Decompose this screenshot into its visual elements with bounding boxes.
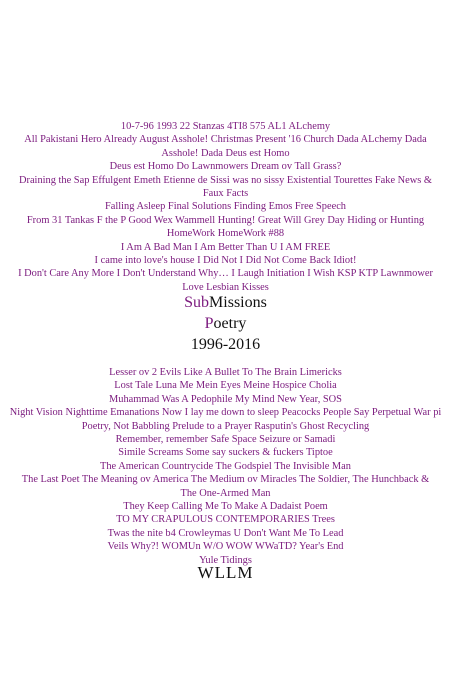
- poem-title-line: Deus est Homo Do Lawnmowers Dream ov Tall Grass?: [109, 161, 342, 173]
- poem-title-line: Remember, remember Safe Space Seizure or Samadi: [115, 434, 336, 446]
- poem-title-line: Simile Screams Some say suckers & fuckers Tiptoe: [118, 447, 333, 459]
- poem-title-line: Veils Why?! WOMUn W/O WOW WWaTD? Year's End: [107, 541, 344, 553]
- bottom-poem-list: [0, 366, 451, 567]
- poem-title-line: TO MY CRAPULOUS CONTEMPORARIES Trees: [116, 514, 335, 526]
- book-title-years: 1996-2016: [190, 336, 261, 353]
- poem-title-line: Lost Tale Luna Me Mein Eyes Meine Hospice Cholia: [114, 380, 337, 392]
- poem-title-line: They Keep Calling Me To Make A Dadaist Poem: [123, 501, 328, 513]
- poem-title-line: Draining the Sap Effulgent Emeth Etienne de Sissi was no sissy Existential Tourettes Fake News & Faux Facts: [18, 174, 432, 200]
- book-title-line-1: [0, 292, 451, 313]
- book-title-missions: Missions: [209, 294, 267, 311]
- poem-title-line: Poetry, Not Babbling Prelude to a Prayer Rasputin's Ghost Recycling: [81, 420, 370, 432]
- poem-title-line: 10-7-96 1993 22 Stanzas 4TI8 575 AL1 ALchemy: [120, 121, 331, 132]
- poem-title-line: Yule Tidings: [199, 554, 252, 566]
- poem-title-line: I came into love's house I Did Not I Did Not Come Back Idiot!: [94, 255, 357, 267]
- poem-title-line: I Don't Care Any More I Don't Understand Why… I Laugh Initiation I Wish KSP KTP Lawnmower Love Lesbian Kisses: [18, 268, 433, 293]
- book-title-p: P: [204, 315, 214, 332]
- poem-title-line: The American Countrycide The Godspiel The Invisible Man: [100, 460, 351, 472]
- book-title: [0, 292, 451, 355]
- poem-title-line: Twas the nite b4 Crowleymas U Don't Want Me To Lead: [107, 527, 344, 539]
- poem-title-line: I Am A Bad Man I Am Better Than U I AM FREE: [120, 241, 331, 253]
- poem-title-line: From 31 Tankas F the P Good Wex Wammell Hunting! Great Will Grey Day Hiding or Hunting HomeWork HomeWork #88: [26, 214, 425, 240]
- poem-title-line: Muhammad Was A Pedophile My Mind New Year, SOS: [109, 393, 342, 405]
- poem-title-line: Night Vision Nighttime Emanations Now I lay me down to sleep Peacocks People Say Perpetual War pi: [9, 407, 442, 419]
- book-title-line-2: [0, 313, 451, 334]
- poem-title-line: Falling Asleep Final Solutions Finding Emos Free Speech: [105, 201, 346, 213]
- author-name: WLLM: [197, 563, 254, 582]
- poem-title-line: Lesser ov 2 Evils Like A Bullet To The Brain Limericks: [109, 367, 342, 378]
- top-poem-list: [0, 120, 451, 294]
- poem-title-line: All Pakistani Hero Already August Asshole! Christmas Present '16 Church Dada ALchemy Dada Asshole! Dada Deus est Homo: [24, 134, 427, 159]
- book-title-oetry: oetry: [213, 315, 247, 332]
- book-title-sub: Sub: [184, 294, 210, 311]
- poem-title-line: The Last Poet The Meaning ov America The Medium ov Miracles The Soldier, The Hunchback & The One-Armed Man: [21, 474, 430, 499]
